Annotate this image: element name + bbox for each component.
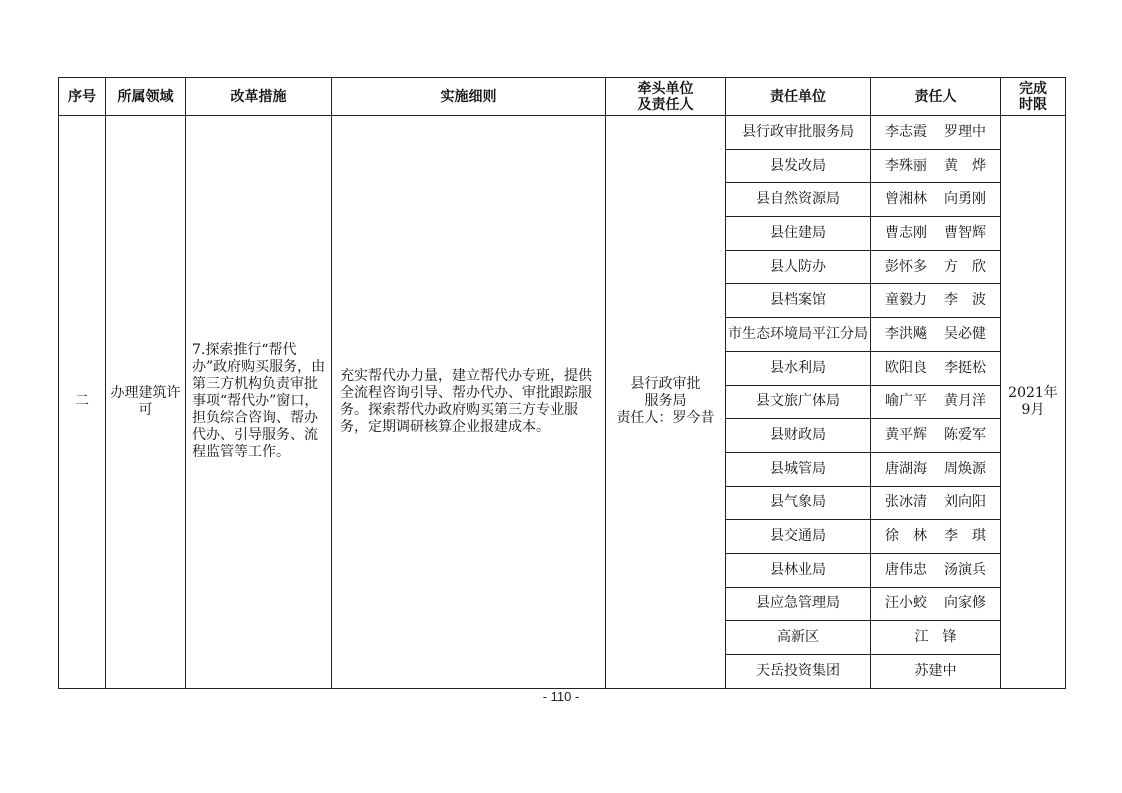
responsible-person-cell bbox=[871, 553, 1001, 587]
responsible-unit-cell: 县住建局 bbox=[726, 217, 871, 251]
responsible-person-cell bbox=[871, 183, 1001, 217]
responsible-person-name: 李洪飚 bbox=[885, 325, 927, 342]
responsible-person-name: 汤演兵 bbox=[944, 561, 986, 578]
responsible-person-name: 张冰清 bbox=[885, 494, 927, 511]
lead-unit-cell: 县行政审批 服务局 责任人：罗今昔 bbox=[606, 116, 726, 689]
responsible-person-name: 江 锋 bbox=[914, 629, 957, 646]
responsible-person-cell bbox=[871, 419, 1001, 453]
responsible-unit-cell: 高新区 bbox=[726, 621, 871, 655]
responsible-unit-cell: 天岳投资集团 bbox=[726, 655, 871, 689]
responsible-person-name: 黄 烨 bbox=[944, 157, 986, 174]
responsible-person-cell bbox=[871, 452, 1001, 486]
responsible-person-name: 童毅力 bbox=[885, 292, 927, 309]
deadline-cell: 2021年 9月 bbox=[1001, 116, 1066, 689]
responsible-person-name: 方 欣 bbox=[944, 258, 986, 275]
header-detail: 实施细则 bbox=[332, 78, 606, 116]
responsible-unit-cell: 县水利局 bbox=[726, 351, 871, 385]
responsible-person-cell bbox=[871, 250, 1001, 284]
responsible-person-name: 黄月洋 bbox=[944, 393, 986, 410]
header-responsible-unit: 责任单位 bbox=[726, 78, 871, 116]
responsible-person-cell bbox=[871, 116, 1001, 150]
responsible-person-cell bbox=[871, 217, 1001, 251]
header-domain: 所属领域 bbox=[106, 78, 186, 116]
responsible-person-name: 罗理中 bbox=[944, 123, 986, 140]
responsible-unit-cell: 县行政审批服务局 bbox=[726, 116, 871, 150]
responsible-unit-cell: 县林业局 bbox=[726, 553, 871, 587]
responsible-person-name: 曾湘林 bbox=[885, 191, 927, 208]
responsible-unit-cell: 县城管局 bbox=[726, 452, 871, 486]
responsible-person-name: 李 琪 bbox=[944, 528, 986, 545]
responsible-person-cell bbox=[871, 318, 1001, 352]
detail-cell: 充实帮代办力量，建立帮代办专班，提供全流程咨询引导、帮办代办、审批跟踪服务。探索帮代办政府购买第三方专业服务，定期调研核算企业报建成本。 bbox=[332, 116, 606, 689]
responsible-unit-cell: 县气象局 bbox=[726, 486, 871, 520]
header-measure: 改革措施 bbox=[186, 78, 332, 116]
responsible-person-name: 李志霞 bbox=[885, 123, 927, 140]
responsible-person-cell bbox=[871, 149, 1001, 183]
responsible-unit-cell: 县档案馆 bbox=[726, 284, 871, 318]
responsible-person-name: 李殊丽 bbox=[885, 157, 927, 174]
responsible-person-name: 苏建中 bbox=[914, 662, 957, 679]
responsible-person-name: 曹志刚 bbox=[885, 224, 927, 241]
page-number: - 110 - bbox=[542, 689, 580, 704]
responsible-person-cell bbox=[871, 385, 1001, 419]
domain-cell: 办理建筑许可 bbox=[106, 116, 186, 689]
header-deadline: 完成 时限 bbox=[1001, 78, 1066, 116]
responsible-person-cell bbox=[871, 486, 1001, 520]
responsible-person-name: 李 波 bbox=[944, 292, 986, 309]
header-seq: 序号 bbox=[59, 78, 106, 116]
responsible-person-name: 欧阳良 bbox=[885, 359, 927, 376]
header-responsible-person: 责任人 bbox=[871, 78, 1001, 116]
responsible-unit-cell: 县自然资源局 bbox=[726, 183, 871, 217]
responsible-person-name: 吴必健 bbox=[944, 325, 986, 342]
responsible-person-cell bbox=[871, 351, 1001, 385]
responsible-person-cell bbox=[871, 587, 1001, 621]
responsible-person-cell bbox=[871, 284, 1001, 318]
responsible-unit-cell: 县财政局 bbox=[726, 419, 871, 453]
responsible-unit-cell: 县应急管理局 bbox=[726, 587, 871, 621]
responsible-person-cell bbox=[871, 621, 1001, 655]
header-lead-unit: 牵头单位 及责任人 bbox=[606, 78, 726, 116]
responsible-unit-cell: 县人防办 bbox=[726, 250, 871, 284]
responsible-person-name: 唐伟忠 bbox=[885, 561, 927, 578]
responsible-person-cell bbox=[871, 655, 1001, 689]
responsible-person-name: 彭怀多 bbox=[885, 258, 927, 275]
header-row bbox=[59, 78, 1066, 116]
responsible-person-name: 陈爱军 bbox=[944, 427, 986, 444]
responsible-person-cell bbox=[871, 520, 1001, 554]
responsible-person-name: 周焕源 bbox=[944, 460, 986, 477]
responsible-unit-cell: 县交通局 bbox=[726, 520, 871, 554]
responsible-person-name: 刘向阳 bbox=[944, 494, 986, 511]
responsible-person-name: 唐湖海 bbox=[885, 460, 927, 477]
responsible-unit-cell: 县发改局 bbox=[726, 149, 871, 183]
responsible-person-name: 曹智辉 bbox=[944, 224, 986, 241]
seq-cell: 二 bbox=[59, 116, 106, 689]
reform-table bbox=[58, 77, 1066, 689]
responsible-person-name: 向勇刚 bbox=[944, 191, 986, 208]
responsible-person-name: 黄平辉 bbox=[885, 427, 927, 444]
responsible-person-name: 汪小蛟 bbox=[885, 595, 927, 612]
responsible-person-name: 向家修 bbox=[944, 595, 986, 612]
table-body bbox=[59, 116, 1066, 689]
responsible-person-name: 李挺松 bbox=[944, 359, 986, 376]
responsible-unit-cell: 县文旅广体局 bbox=[726, 385, 871, 419]
responsible-person-name: 徐 林 bbox=[885, 528, 927, 545]
responsible-person-name: 喻广平 bbox=[885, 393, 927, 410]
responsible-unit-cell: 市生态环境局平江分局 bbox=[726, 318, 871, 352]
measure-cell: 7.探索推行“帮代办”政府购买服务，由第三方机构负责审批事项“帮代办”窗口，担负综合咨询、帮办代办、引导服务、流程监管等工作。 bbox=[186, 116, 332, 689]
table-row bbox=[59, 116, 1066, 150]
